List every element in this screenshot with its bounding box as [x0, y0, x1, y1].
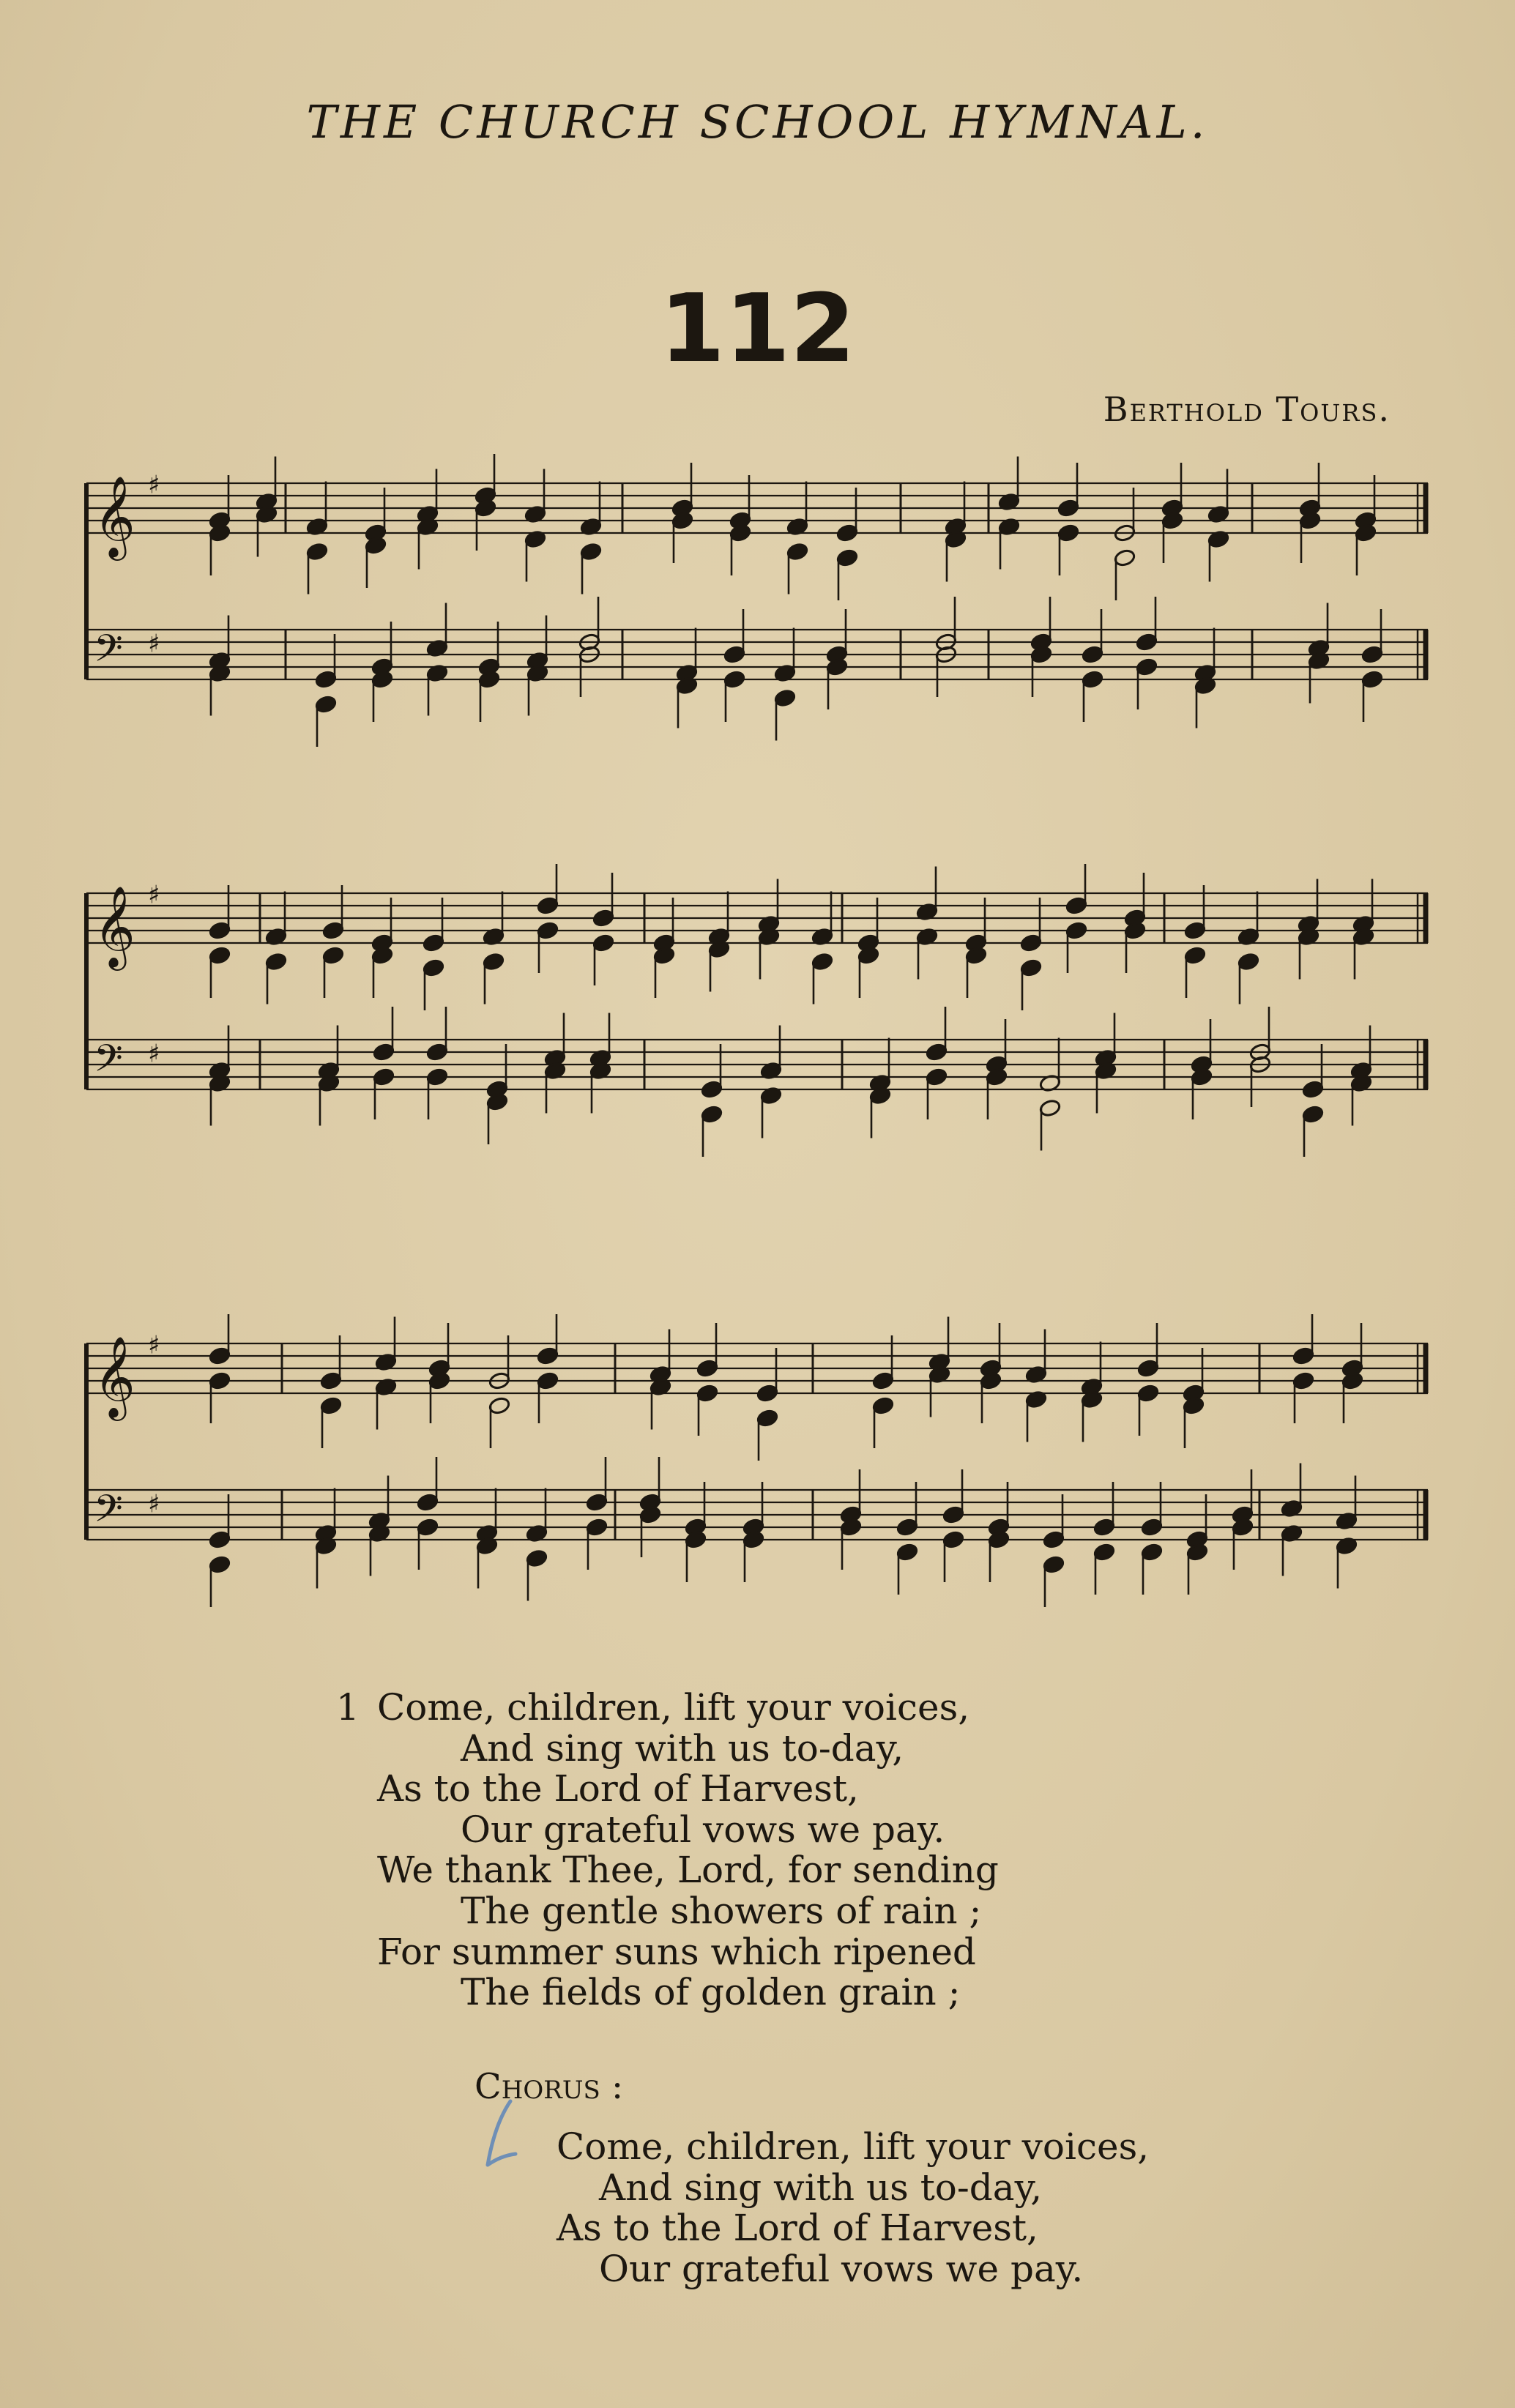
treble-clef-icon: 𝄞: [94, 475, 135, 557]
chorus: [557, 2127, 1149, 2289]
pencil-mark: [477, 2095, 529, 2176]
verse-line: And sing with us to-day,: [461, 1726, 904, 1770]
treble-clef-icon: 𝄞: [94, 885, 135, 967]
verse-line: We thank Thee, Lord, for sending: [377, 1849, 999, 1892]
chorus-line: Our grateful vows we pay.: [599, 2247, 1084, 2290]
running-title: THE CHURCH SCHOOL HYMNAL.: [306, 95, 1209, 149]
sharp-icon: ♯: [148, 880, 160, 910]
music-staff-pair: [81, 1314, 1435, 1622]
treble-clef-icon: 𝄞: [94, 1335, 135, 1417]
sharp-icon: ♯: [148, 1489, 160, 1519]
chorus-line: And sing with us to-day,: [599, 2166, 1043, 2209]
bass-clef-icon: 𝄢: [94, 1486, 123, 1540]
sharp-icon: ♯: [148, 1330, 160, 1360]
verse-line: The fields of golden grain ;: [461, 1971, 961, 2014]
chorus-line: Come, children, lift your voices,: [557, 2125, 1150, 2168]
bass-clef-icon: 𝄢: [94, 1036, 123, 1089]
sharp-icon: ♯: [148, 1039, 160, 1069]
verse-line: 1 Come, children, lift your voices,: [336, 1686, 970, 1729]
sharp-icon: ♯: [148, 470, 160, 500]
verse-line: For summer suns which ripened: [377, 1930, 976, 1973]
verse-1: [336, 1686, 999, 2014]
bass-clef-icon: 𝄢: [94, 626, 123, 679]
composer-credit: Berthold Tours.: [1103, 389, 1391, 429]
chorus-label: Chorus :: [474, 2066, 624, 2107]
verse-line: The gentle showers of rain ;: [461, 1889, 982, 1932]
verse-number: 1: [336, 1686, 360, 1729]
music-system-3: [81, 1314, 1435, 1622]
verse-line: As to the Lord of Harvest,: [377, 1767, 859, 1811]
music-staff-pair: [81, 454, 1435, 761]
music-staff-pair: [81, 864, 1435, 1171]
verse-line: Our grateful vows we pay.: [461, 1808, 945, 1851]
music-system-2: [81, 864, 1435, 1171]
hymn-number: 112: [659, 275, 856, 384]
chorus-line: As to the Lord of Harvest,: [557, 2207, 1038, 2250]
music-system-1: [81, 454, 1435, 761]
sharp-icon: ♯: [148, 629, 160, 659]
